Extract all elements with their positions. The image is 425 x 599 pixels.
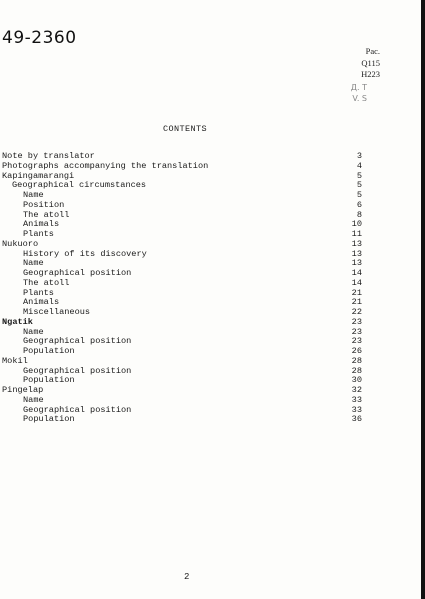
- toc-entry-label: Geographical position: [23, 268, 132, 278]
- toc-entry: [2, 318, 362, 328]
- toc-entry-page: 13: [351, 258, 362, 269]
- toc-entry-page: 32: [351, 385, 362, 395]
- toc-entry: [2, 250, 362, 260]
- call-number-line: H223: [361, 69, 380, 79]
- toc-entry-label: Mokil: [2, 355, 28, 366]
- toc-entry-page: 33: [351, 404, 362, 415]
- toc-entry-page: 14: [351, 277, 362, 288]
- toc-entry-page: 26: [351, 346, 362, 356]
- toc-entry-label: Population: [23, 375, 75, 386]
- toc-entry-label: Name: [23, 326, 44, 337]
- call-number-line: Q115: [361, 57, 380, 68]
- contents-heading: CONTENTS: [162, 124, 207, 134]
- handwritten-accession-number: 49-2360: [2, 28, 77, 48]
- toc-entry-label: Animals: [23, 297, 60, 308]
- toc-entry: [2, 181, 362, 191]
- toc-entry-label: Animals: [23, 219, 60, 230]
- toc-entry-label: Geographical position: [23, 336, 132, 347]
- call-number: [361, 46, 380, 81]
- page-number: 2: [184, 572, 190, 582]
- toc-entry-page: 10: [351, 219, 362, 230]
- toc-entry-label: The atoll: [23, 209, 70, 220]
- toc-entry-label: Note by translator: [2, 151, 95, 161]
- toc-entry-page: 36: [351, 414, 362, 425]
- toc-entry-page: 14: [351, 268, 362, 278]
- toc-entry-page: 30: [351, 375, 362, 386]
- toc-entry-label: The atoll: [23, 277, 70, 288]
- toc-entry-page: 33: [351, 394, 362, 405]
- toc-entry-page: 23: [351, 336, 362, 347]
- toc-entry: [2, 308, 362, 318]
- toc-entry: [2, 347, 362, 357]
- toc-entry-label: Name: [23, 394, 44, 405]
- toc-entry-page: 5: [356, 180, 362, 191]
- toc-entry-page: 5: [356, 170, 362, 181]
- toc-entry-page: 13: [351, 248, 362, 259]
- toc-entry-label: Position: [23, 199, 65, 210]
- toc-entry-page: 6: [356, 199, 362, 210]
- table-of-contents: [2, 152, 362, 425]
- toc-entry: [2, 279, 362, 289]
- toc-entry-page: 5: [356, 190, 362, 200]
- toc-entry-label: Population: [23, 346, 75, 356]
- toc-entry-label: Ngatik: [2, 316, 33, 327]
- toc-entry-page: 22: [351, 307, 362, 317]
- toc-entry-page: 28: [351, 355, 362, 366]
- toc-entry-label: Geographical position: [23, 365, 132, 376]
- toc-entry-page: 28: [351, 365, 362, 376]
- toc-entry-label: Geographical circumstances: [12, 180, 147, 191]
- toc-entry-label: Population: [23, 414, 75, 425]
- stamp-line: Д. Т: [350, 83, 367, 92]
- toc-entry-label: Name: [23, 190, 44, 200]
- toc-entry-label: Photographs accompanying the translation: [2, 160, 209, 171]
- toc-entry-label: History of its discovery: [23, 248, 147, 259]
- toc-entry-label: Kapingamarangi: [2, 170, 75, 181]
- toc-entry-page: 8: [356, 209, 362, 220]
- toc-entry-page: 23: [351, 326, 362, 337]
- toc-entry: [2, 230, 362, 240]
- toc-entry: [2, 220, 362, 230]
- toc-entry-page: 3: [356, 151, 362, 161]
- toc-entry-label: Plants: [23, 229, 54, 239]
- toc-entry-label: Pingelap: [2, 385, 44, 395]
- toc-entry: [2, 386, 362, 396]
- stamp-line: V. S: [352, 94, 367, 103]
- toc-entry: [2, 376, 362, 386]
- faint-stamp: [351, 82, 367, 104]
- toc-entry-label: Name: [23, 258, 44, 269]
- toc-entry-page: 4: [356, 160, 362, 171]
- toc-entry-label: Miscellaneous: [23, 307, 91, 317]
- toc-entry: [2, 415, 362, 425]
- toc-entry-label: Plants: [23, 287, 54, 298]
- toc-entry-label: Geographical position: [23, 404, 132, 415]
- scan-edge: [421, 0, 425, 599]
- toc-entry-page: 11: [351, 229, 362, 239]
- call-number-line: Pac.: [365, 46, 380, 56]
- toc-entry-page: 13: [351, 238, 362, 249]
- toc-entry-page: 21: [351, 287, 362, 298]
- toc-entry-page: 21: [351, 297, 362, 308]
- toc-entry-page: 23: [351, 316, 362, 327]
- toc-entry-label: Nukuoro: [2, 238, 39, 249]
